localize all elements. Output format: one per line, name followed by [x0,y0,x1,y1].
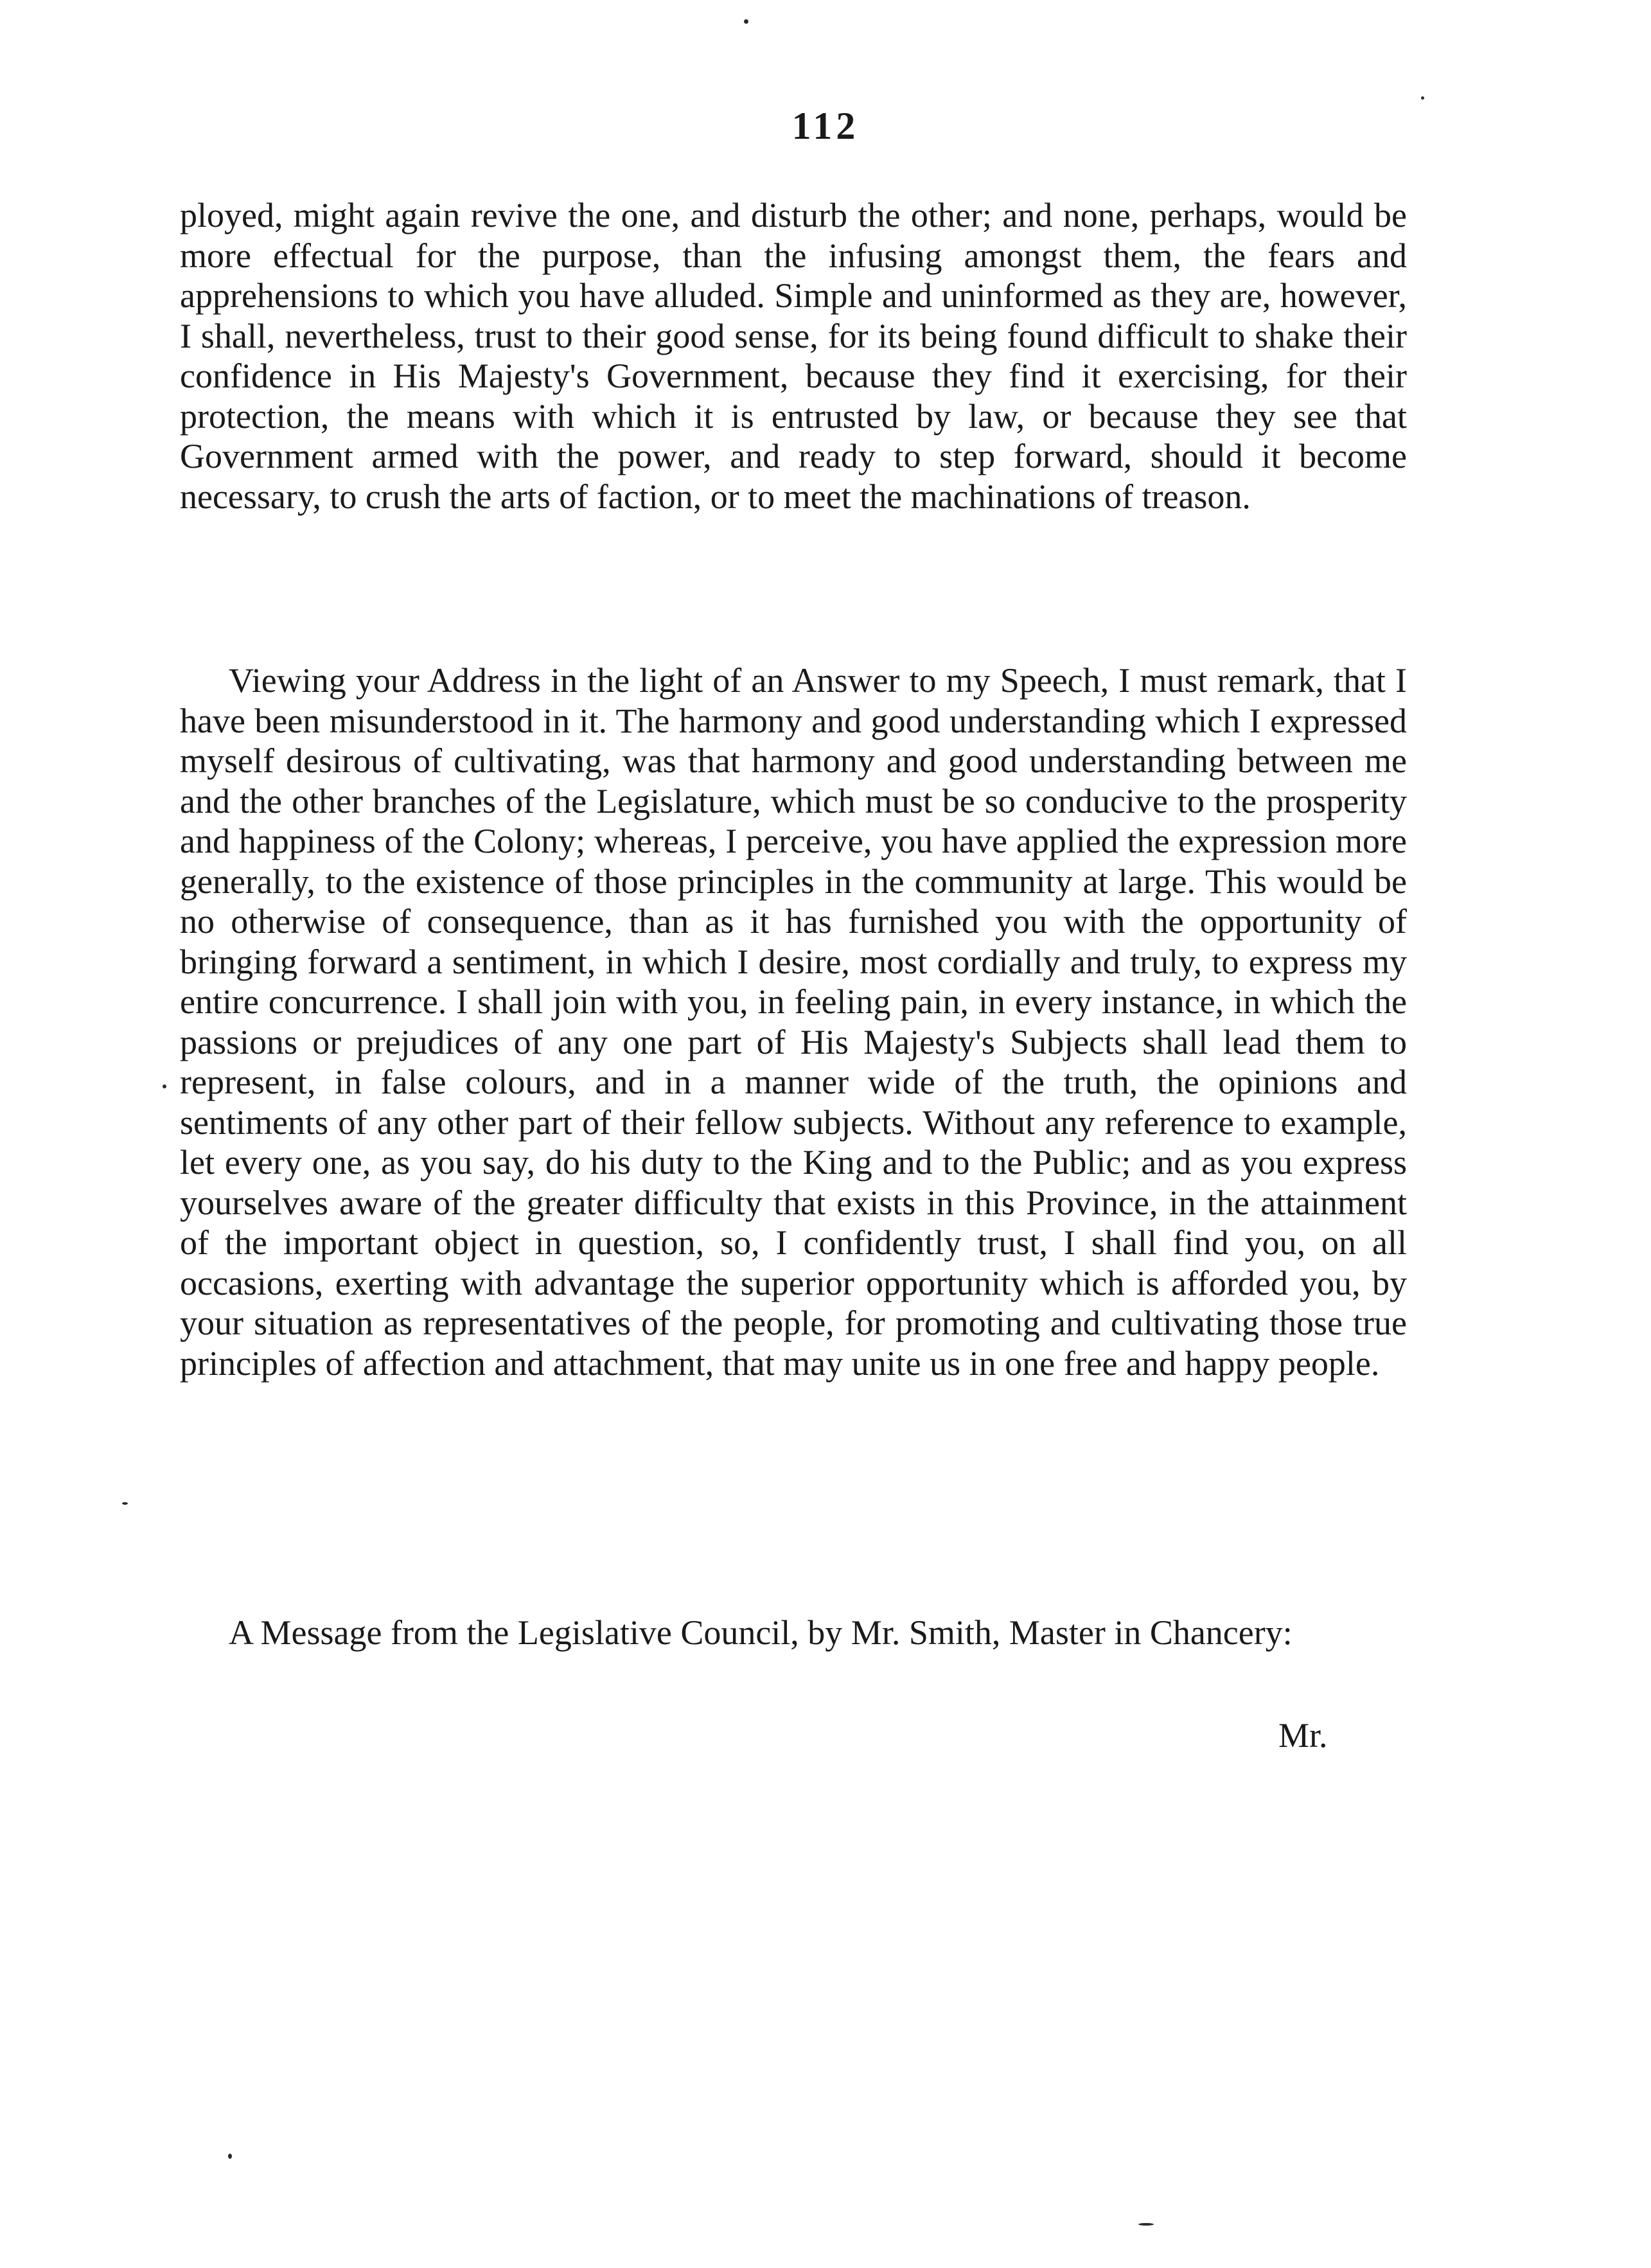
paragraph-answer-to-speech: Viewing your Address in the light of an Answer to my Speech, I must remark, that I have been misunderstood in it. The harmony and good understanding which I expressed myself desirous of cultivating, was that harmony and good understanding between me and the other branches of the Legislature, which must be so conducive to the prosperity and happiness of the Colony; whereas, I perceive, you have applied the expression more generally, to the existence of those principles in the community at large. This would be no otherwise of consequence, than as it has furnished you with the opportunity of bringing forward a sentiment, in which I desire, most cordially and truly, to express my entire concurrence. I shall join with you, in feeling pain, in every instance, in which the passions or prejudices of any one part of His Majesty's Subjects shall lead them to represent, in false colours, and in a manner wide of the truth, the opinions and sentiments of any other part of their fellow subjects. Without any reference to example, let every one, as you say, do his duty to the King and to the Public; and as you express yourselves aware of the greater difficulty that exists in this Province, in the attainment of the important object in question, so, I confidently trust, I shall find you, on all occasions, exerting with advantage the superior opportunity which is afforded you, by your situation as representatives of the people, for promoting and cultivating those true principles of affection and attachment, that may unite us in one free and happy people. [180,661,1407,1383]
paragraph-message-announcement: A Message from the Legislative Council, by Mr. Smith, Master in Chancery: [229,1613,1293,1652]
ink-speck [744,19,748,24]
ink-speck [228,2154,232,2159]
ink-speck [1421,96,1424,100]
paragraph-continued: ployed, might again revive the one, and disturb the other; and none, perhaps, would be more effectual for the purpose, than the infusing amongst them, the fears and apprehensions to which you have alluded. Simple and uninformed as they are, however, I shall, nevertheless, trust to their good sense, for its being found difficult to shake their confidence in His Majesty's Government, because they find it exercising, for their protection, the means with which it is entrusted by law, or because they see that Government armed with the power, and ready to step forward, should it become necessary, to crush the arts of faction, or to meet the machinations of treason. [180,196,1407,516]
ink-speck [122,1502,128,1505]
catchword: Mr. [1278,1716,1328,1755]
ink-speck [163,1085,166,1088]
page-number: 112 [791,105,860,147]
ink-speck [1138,2223,1154,2226]
